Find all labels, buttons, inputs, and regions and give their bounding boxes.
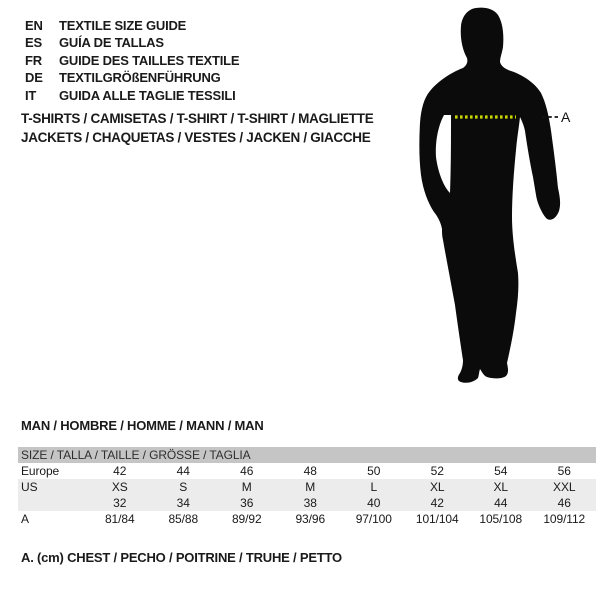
row-label: Europe <box>21 464 60 478</box>
table-cell: 89/92 <box>231 512 262 526</box>
language-title: TEXTILE SIZE GUIDE <box>59 18 187 33</box>
measurement-footnote: A. (cm) CHEST / PECHO / POITRINE / TRUHE / PETTO <box>21 550 342 565</box>
language-title: TEXTILGRÖßENFÜHRUNG <box>59 70 221 86</box>
table-cell: M <box>215 479 279 495</box>
man-silhouette-shape <box>419 8 560 383</box>
table-cell: 50 <box>367 464 381 478</box>
table-cell: 46 <box>533 495 597 511</box>
table-cell: 93/96 <box>295 512 326 526</box>
language-row <box>25 69 239 86</box>
language-row <box>25 52 239 69</box>
section-title-man: MAN / HOMBRE / HOMME / MANN / MAN <box>21 418 264 433</box>
table-cell: 42 <box>406 495 470 511</box>
table-cell: 109/112 <box>543 512 586 526</box>
table-cell: 38 <box>279 495 343 511</box>
table-cell: XXL <box>533 479 597 495</box>
man-silhouette-figure <box>415 5 575 385</box>
table-cell: S <box>152 479 216 495</box>
language-title: GUIDE DES TAILLES TEXTILE <box>59 52 240 68</box>
table-cell: 101/104 <box>415 512 459 526</box>
language-row <box>25 34 239 51</box>
table-cell: 48 <box>303 464 317 478</box>
row-label: A <box>21 512 29 526</box>
table-cell: 40 <box>342 495 406 511</box>
language-code: DE <box>25 70 43 86</box>
language-code: FR <box>25 52 42 68</box>
language-row <box>25 87 239 104</box>
category-line-tshirts: T-SHIRTS / CAMISETAS / T-SHIRT / T-SHIRT / MAGLIETTE <box>21 111 374 126</box>
size-table-header: SIZE / TALLA / TAILLE / GRÖSSE / TAGLIA <box>18 447 596 463</box>
table-cell: 56 <box>557 464 571 478</box>
language-code: EN <box>25 18 43 33</box>
size-table <box>18 447 596 527</box>
table-cell: 54 <box>494 464 508 478</box>
table-cell: L <box>342 479 406 495</box>
table-cell: 105/108 <box>479 512 523 526</box>
row-label: US <box>18 479 88 495</box>
table-cell: XL <box>469 479 533 495</box>
table-cell: XL <box>406 479 470 495</box>
table-cell: 32 <box>88 495 152 511</box>
table-row-europe <box>18 463 596 479</box>
category-lines <box>21 110 373 147</box>
measure-label-a: A <box>561 109 571 125</box>
language-title: GUIDA ALLE TAGLIE TESSILI <box>59 87 236 103</box>
size-table-header-row <box>18 447 596 463</box>
table-row-us-numbers <box>18 495 596 511</box>
language-title: GUÍA DE TALLAS <box>59 35 164 51</box>
table-cell: 44 <box>469 495 533 511</box>
table-cell: 52 <box>430 464 444 478</box>
language-code: ES <box>25 35 42 51</box>
table-cell: 34 <box>152 495 216 511</box>
table-cell: 46 <box>240 464 254 478</box>
category-line-jackets: JACKETS / CHAQUETAS / VESTES / JACKEN / GIACCHE <box>21 129 371 145</box>
table-cell: M <box>279 479 343 495</box>
table-cell: 85/88 <box>168 512 199 526</box>
table-cell: 81/84 <box>104 512 135 526</box>
table-cell: XS <box>88 479 152 495</box>
table-cell: 42 <box>113 464 127 478</box>
table-row-chest-cm <box>18 511 596 527</box>
table-row-us-letters <box>18 479 596 495</box>
language-row <box>25 17 239 34</box>
language-list <box>25 17 239 104</box>
table-cell: 44 <box>176 464 190 478</box>
table-cell: 36 <box>215 495 279 511</box>
row-label <box>18 495 88 511</box>
table-cell: 97/100 <box>355 512 392 526</box>
language-code: IT <box>25 87 37 103</box>
